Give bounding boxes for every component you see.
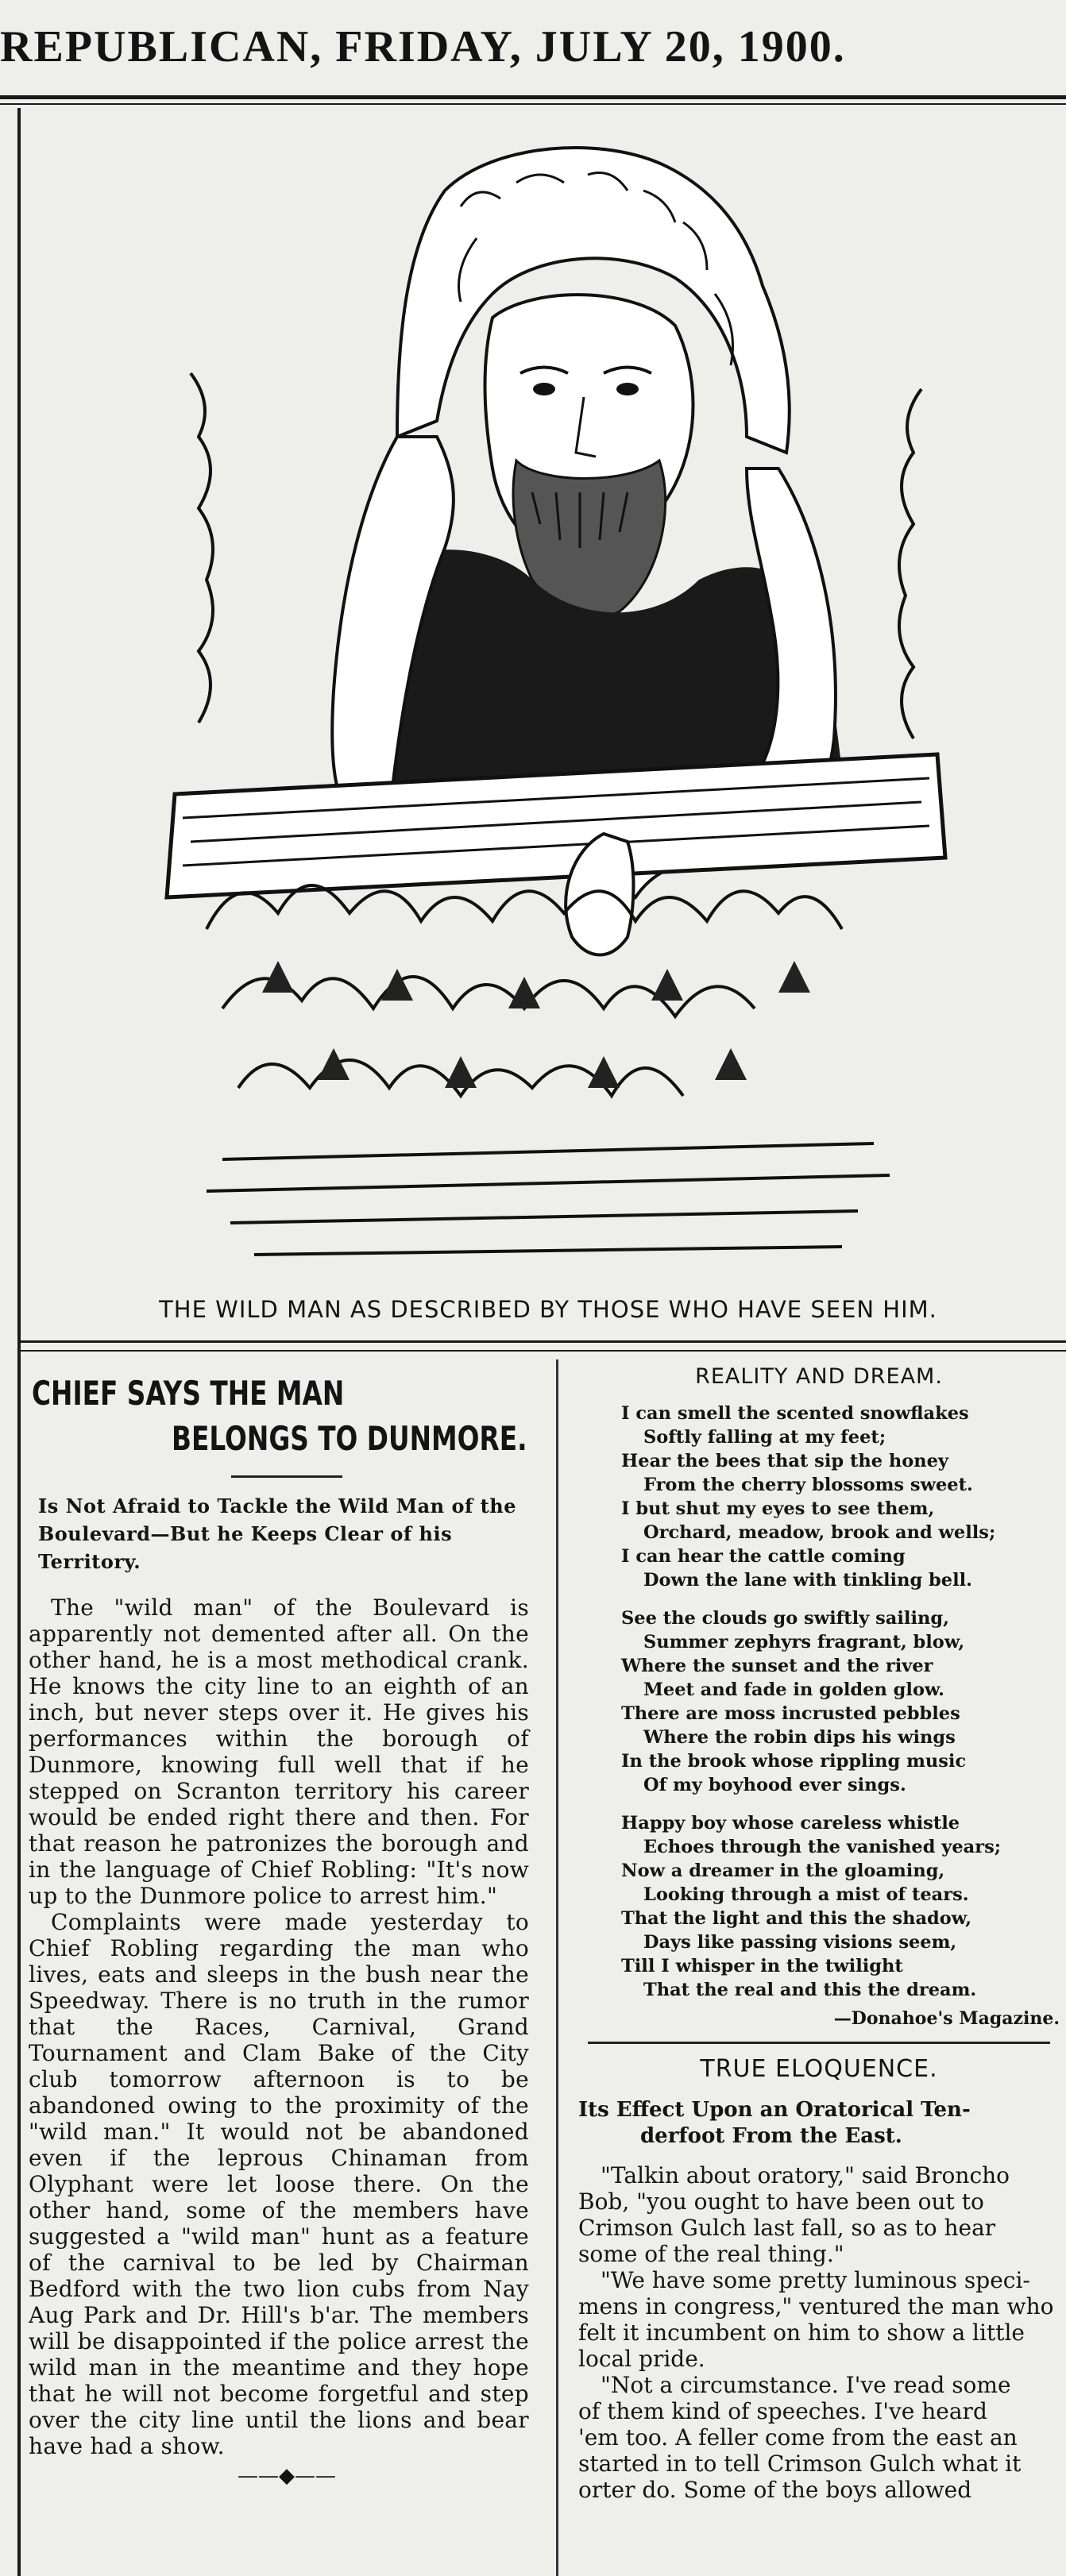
eloquence-line: started in to tell Crimson Gulch what it xyxy=(578,2451,1022,2477)
poem-line: Of my boyhood ever sings. xyxy=(643,1775,906,1795)
poem-line: Meet and fade in golden glow. xyxy=(643,1679,944,1700)
poem-line: There are moss incrusted pebbles xyxy=(621,1703,960,1724)
poem-line: Now a dreamer in the gloaming, xyxy=(621,1861,945,1881)
eloquence-line: "Talkin about oratory," said Broncho xyxy=(601,2162,1010,2188)
column-divider xyxy=(556,1359,558,2576)
poem-line: I can smell the scented snowflakes xyxy=(621,1403,969,1424)
masthead-rule xyxy=(0,95,1066,99)
poem-line: That the real and this the dream. xyxy=(643,1980,977,2000)
poem-line: Looking through a mist of tears. xyxy=(643,1884,969,1905)
chief-paragraph: The "wild man" of the Boulevard is apparently not demented after all. On the other hand, he is a most methodical crank. He knows the city line to an eighth of an inch, but never steps over it. He gives his performances within the borough of Dunmore, knowing full well that if he stepped on Scranton territory his career would be ended right there and then. For that reason he patronizes the borough and in the language of Chief Robling: "It's now up to the Dunmore police to arrest him." xyxy=(29,1595,529,1909)
chief-deck: Is Not Afraid to Tackle the Wild Man of the Boulevard—But he Keeps Clear of his Territory. xyxy=(38,1494,516,1573)
poem-line: Hear the bees that sip the honey xyxy=(621,1451,948,1471)
eloquence-line: "Not a circumstance. I've read some xyxy=(601,2372,1011,2398)
poem-credit: —Donahoe's Magazine. xyxy=(833,2008,1060,2029)
caption-rule-2 xyxy=(21,1350,1066,1352)
poem-title: REALITY AND DREAM. xyxy=(695,1364,943,1389)
poem-line: Where the robin dips his wings xyxy=(643,1727,956,1748)
poem-line: Days like passing visions seem, xyxy=(643,1932,957,1953)
masthead: REPUBLICAN, FRIDAY, JULY 20, 1900. xyxy=(0,22,846,71)
chief-story xyxy=(29,1359,545,2576)
eloquence-line: orter do. Some of the boys allowed xyxy=(578,2477,972,2503)
eloquence-line: mens in congress," ventured the man who xyxy=(578,2293,1054,2320)
poem-line: That the light and this the shadow, xyxy=(621,1908,972,1929)
poem-line: Orchard, meadow, brook and wells; xyxy=(643,1522,996,1543)
eloquence-line: Crimson Gulch last fall, so as to hear xyxy=(578,2215,996,2241)
poem-line: Where the sunset and the river xyxy=(621,1656,933,1676)
eloquence-line: of them kind of speeches. I've heard xyxy=(578,2398,987,2424)
eloquence-line: "We have some pretty luminous speci- xyxy=(601,2267,1030,2293)
chief-paragraph: Complaints were made yesterday to Chief Robling regarding the man who lives, eats and sleeps in the bush near the Speedway. There is no truth in the rumor that the Races, Carnival, Grand Tournament and Clam Bake of the City club tomorrow afternoon is to be abandoned owing to the proximity of the "wild man." It would not be abandoned even if the leprous Chinaman from Olyphant were let loose there. On the other hand, some of the members have suggested a "wild man" hunt as a feature of the carnival to be led by Chairman Bedford with the two lion cubs from Nay Aug Park and Dr. Hill's b'ar. The members will be disappointed if the police arrest the wild man in the meantime and they hope that he will not become forgetful and step over the city line until the lions and bear have had a show. xyxy=(29,1909,529,2459)
poem-line: Summer zephyrs fragrant, blow, xyxy=(643,1632,965,1652)
eloquence-body xyxy=(572,2162,1066,2503)
eloquence-line: felt it incumbent on him to show a little xyxy=(578,2320,1025,2346)
poem-line: Happy boy whose careless whistle xyxy=(621,1813,960,1834)
eloquence-deck-line: Its Effect Upon an Oratorical Ten- xyxy=(578,2098,971,2122)
poem xyxy=(621,1402,1066,2002)
poem-line: I but shut my eyes to see them, xyxy=(621,1498,935,1519)
end-mark: ——◆—— xyxy=(238,2464,336,2488)
eloquence-line: 'em too. A feller come from the east an xyxy=(578,2424,1018,2451)
wild-man-illustration xyxy=(159,135,953,1278)
eloquence-line: Bob, "you ought to have been out to xyxy=(578,2188,984,2215)
poem-line: Echoes through the vanished years; xyxy=(643,1837,1002,1857)
headline-rule xyxy=(231,1475,342,1478)
chief-headline-1: CHIEF SAYS THE MAN xyxy=(32,1374,345,1413)
section-rule xyxy=(588,2042,1050,2044)
poem-line: See the clouds go swiftly sailing, xyxy=(621,1608,949,1629)
eloquence-line: some of the real thing." xyxy=(578,2241,844,2267)
poem-stanza xyxy=(621,1606,1066,1797)
masthead-rule-thin xyxy=(0,103,1066,105)
poem-line: Down the lane with tinkling bell. xyxy=(643,1570,972,1591)
poem-stanza xyxy=(621,1402,1066,1592)
poem-line: From the cherry blossoms sweet. xyxy=(643,1475,973,1495)
eloquence-deck xyxy=(578,2097,1066,2150)
poem-line: Softly falling at my feet; xyxy=(643,1427,886,1448)
eloquence-title: TRUE ELOQUENCE. xyxy=(700,2055,938,2083)
chief-body xyxy=(29,1595,545,2459)
caption-rule xyxy=(21,1340,1066,1343)
eloquence-deck-line: derfoot From the East. xyxy=(640,2124,902,2148)
eloquence-line: local pride. xyxy=(578,2346,705,2372)
poem-line: In the brook whose rippling music xyxy=(621,1751,967,1772)
illustration-caption: THE WILD MAN AS DESCRIBED BY THOSE WHO HAVE SEEN HIM. xyxy=(159,1296,937,1323)
poem-line: I can hear the cattle coming xyxy=(621,1546,906,1567)
poem-line: Till I whisper in the twilight xyxy=(621,1956,903,1976)
poem-stanza xyxy=(621,1811,1066,2002)
chief-headline-2: BELONGS TO DUNMORE. xyxy=(172,1419,527,1458)
right-column xyxy=(572,1359,1066,2576)
